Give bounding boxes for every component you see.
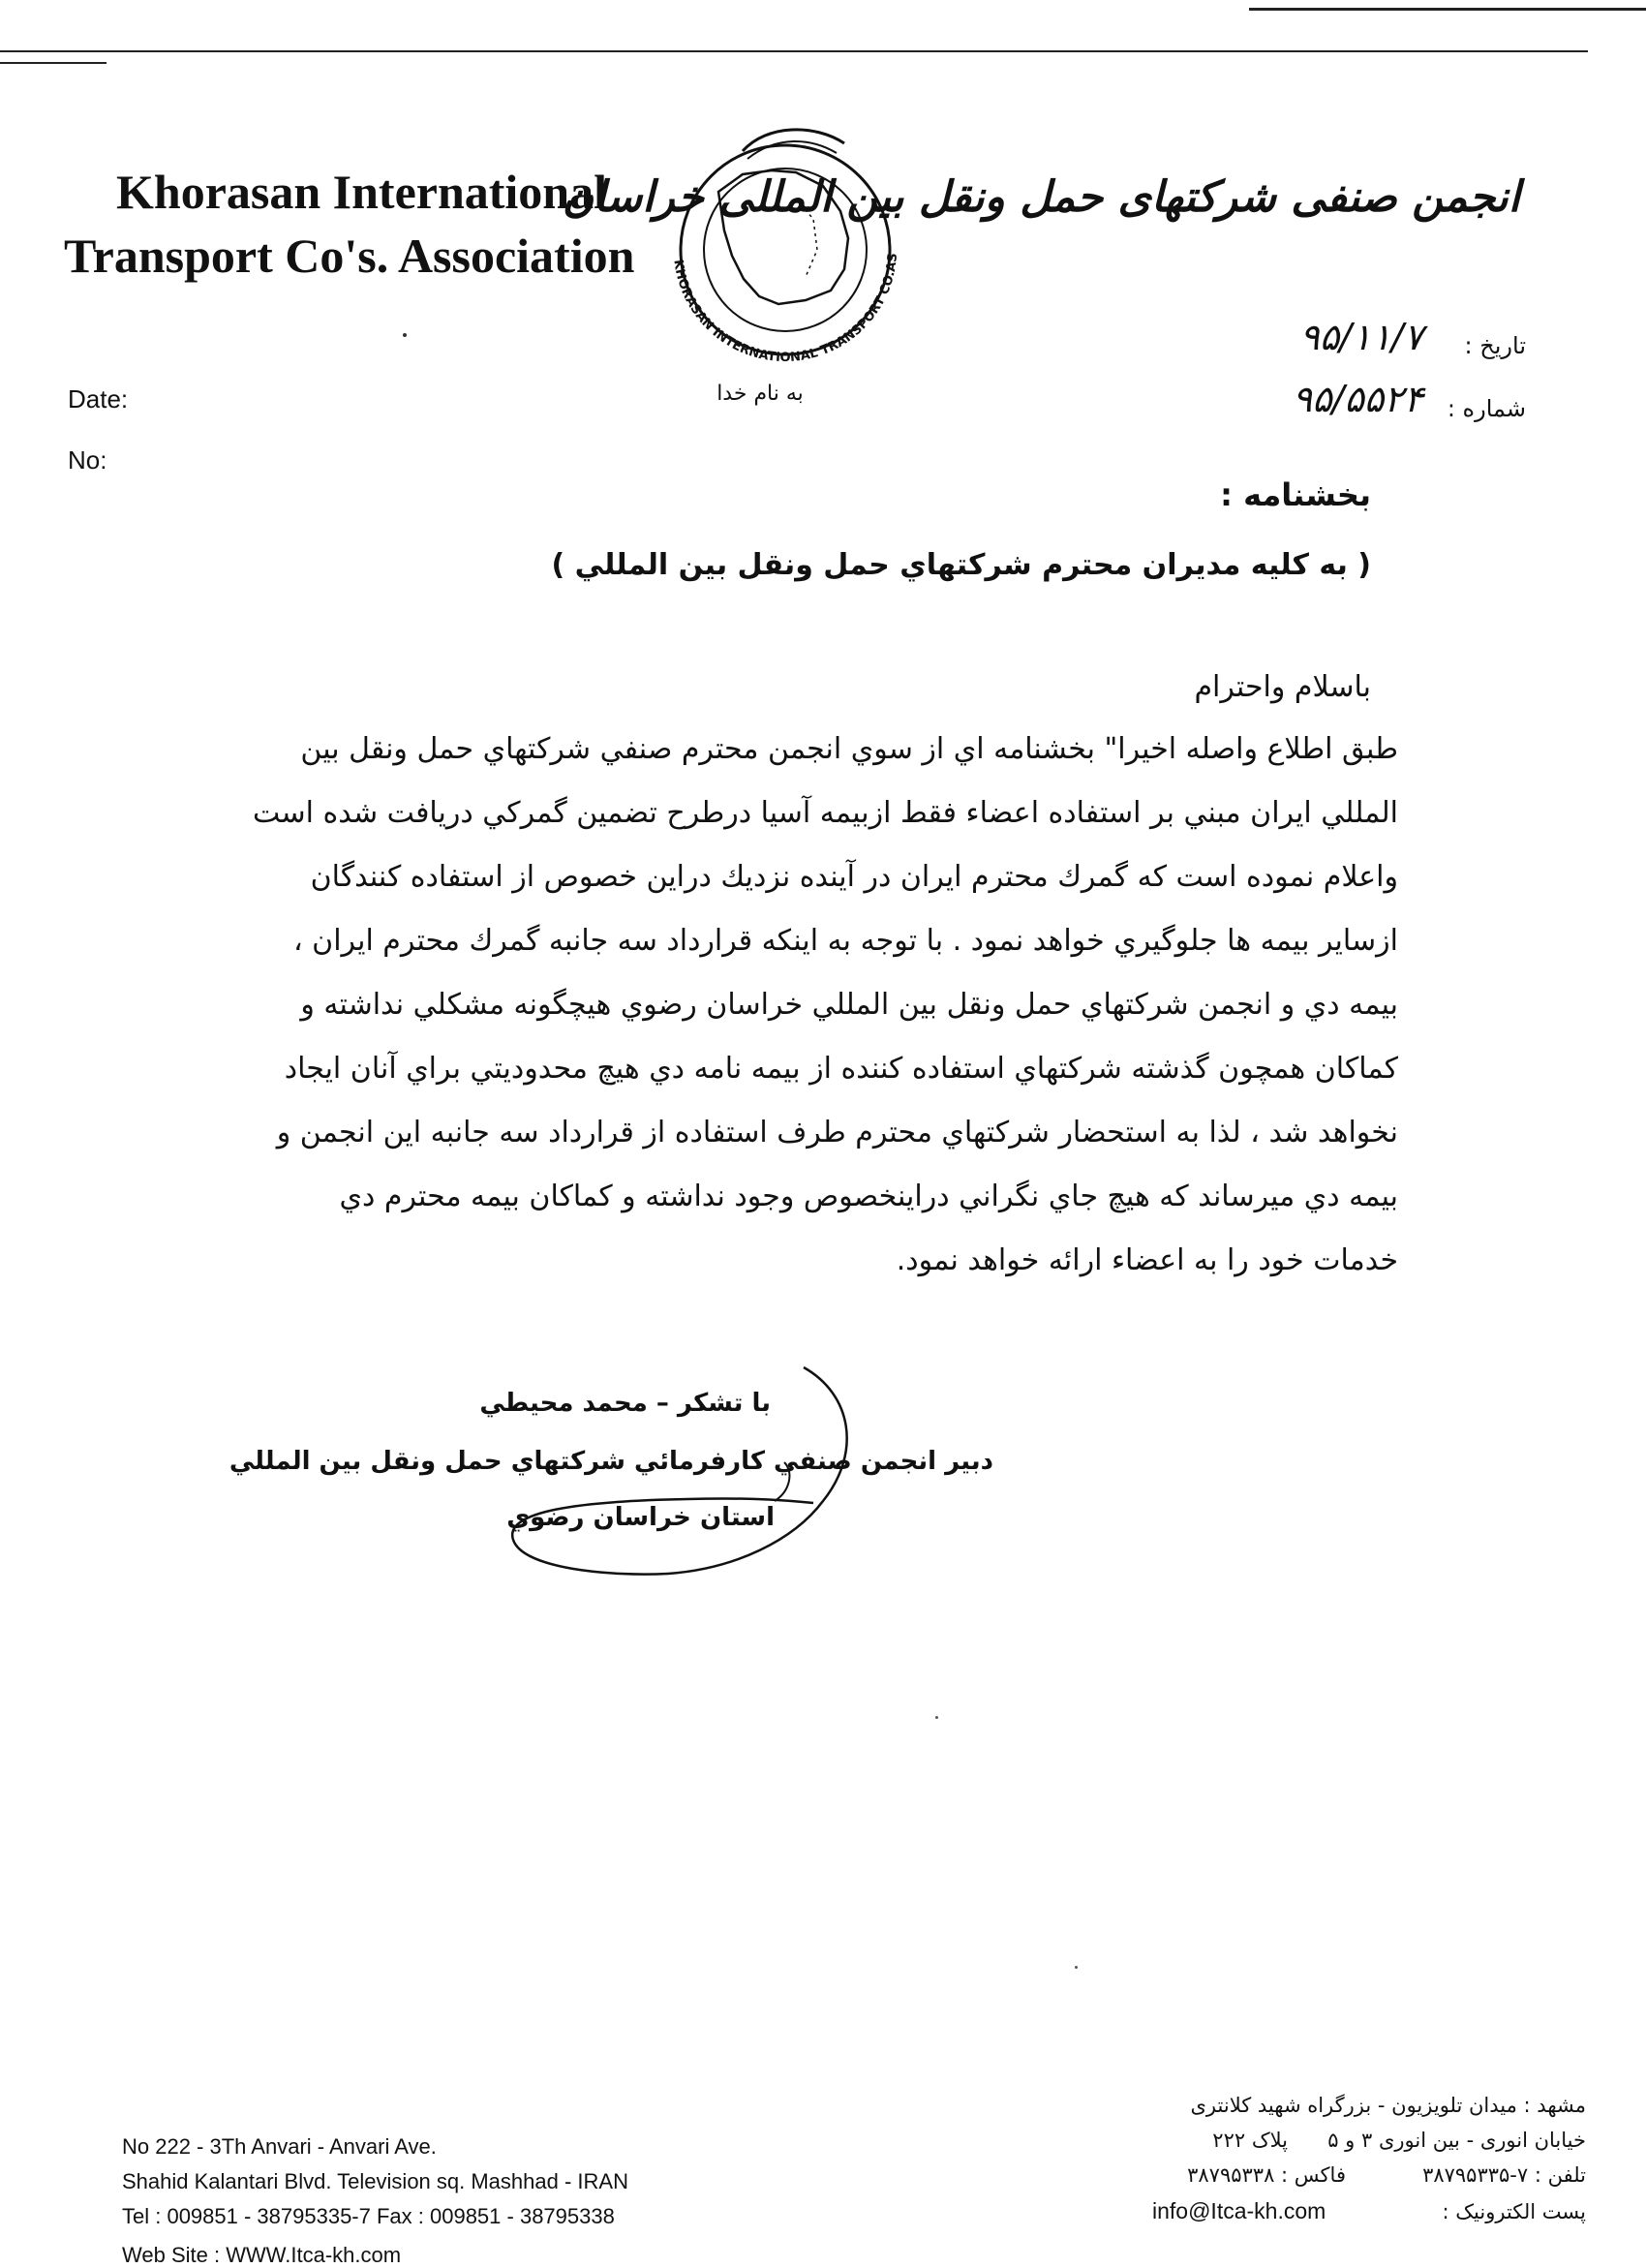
footer-phone-fa: تلفن : ۷-۳۸۷۹۵۳۳۵ [1422, 2163, 1586, 2187]
seal-map-icon [651, 114, 920, 376]
body-line: خدمات خود را به اعضاء ارائه خواهد نمود. [896, 1243, 1398, 1277]
letter-heading: بخشنامه : [1220, 476, 1371, 513]
footer-email-label-fa: پست الکترونیک : [1442, 2200, 1586, 2223]
body-line: ازساير بيمه ها جلوگيري خواهد نمود . با توجه به اينكه قرارداد سه جانبه گمرك محترم ايران ، [292, 924, 1398, 958]
footer-address-fa-line2: خیابان انوری - بین انوری ۳ و ۵ [1327, 2129, 1586, 2152]
body-line: واعلام نموده است كه گمرك محترم ايران در آينده نزديك دراين خصوص از استفاده كنندگان [310, 860, 1398, 894]
footer-email[interactable]: info@Itca-kh.com [1152, 2198, 1326, 2223]
org-name-en-line2: Transport Co's. Association [64, 229, 635, 283]
top-rule-short [0, 62, 107, 64]
footer-contact-en: Tel : 009851 - 38795335-7 Fax : 009851 - 38795338 [122, 2204, 615, 2228]
org-name-fa: انجمن صنفی شرکتهای حمل ونقل بین المللی خراسان [562, 172, 1520, 222]
date-value: ۹۵/۱۱/۷ [1299, 316, 1423, 358]
body-line: نخواهد شد ، لذا به استحضار شركتهاي محترم طرف استفاده از قرارداد سه جانبه اين انجمن و [276, 1116, 1398, 1149]
footer-address-en-line1: No 222 - 3Th Anvari - Anvari Ave. [122, 2134, 437, 2159]
closing: با تشكر – محمد محيطي [479, 1389, 771, 1418]
basmala: به نام خدا [716, 382, 804, 406]
footer-address-en-line2: Shahid Kalantari Blvd. Television sq. Mashhad - IRAN [122, 2169, 628, 2193]
footer-fax-fa: فاکس : ۳۸۷۹۵۳۳۸ [1187, 2163, 1346, 2187]
org-name-en-line1: Khorasan International [116, 165, 608, 219]
body-line: بيمه دي و انجمن شركتهاي حمل ونقل بين المللي خراسان رضوي هيچگونه مشكلي نداشته و [300, 988, 1398, 1022]
scan-dot [935, 1716, 938, 1719]
letter-recipient: ( به كليه مديران محترم شركتهاي حمل ونقل بين المللي ) [551, 548, 1371, 582]
association-seal [651, 114, 920, 376]
top-rule-right [1249, 8, 1646, 11]
number-label-fa: شماره : [1447, 395, 1526, 422]
body-line: طبق اطلاع واصله اخيرا" بخشنامه اي از سوي انجمن محترم صنفي شركتهاي حمل ونقل بين [300, 732, 1398, 766]
date-label-en: Date: [68, 384, 129, 414]
signer-title-line2: استان خراسان رضوي [506, 1503, 775, 1532]
footer-website-en: Web Site : WWW.Itca-kh.com [122, 2243, 402, 2267]
body-line: المللي ايران مبني بر استفاده اعضاء فقط ازبيمه آسيا درطرح تضمين گمركي دريافت شده است [253, 796, 1398, 830]
footer-plate-fa: پلاک ۲۲۲ [1212, 2129, 1288, 2152]
signer-title-line1: دبير انجمن صنفي كارفرمائي شركتهاي حمل ونقل بين المللي [229, 1447, 993, 1476]
scan-dot [1075, 1966, 1078, 1969]
top-rule-left [0, 50, 1588, 52]
number-value: ۹۵/۵۵۲۴ [1292, 378, 1423, 420]
body-line: بيمه دي ميرساند كه هيچ جاي نگراني دراينخصوص وجود نداشته و كماكان بيمه محترم دي [339, 1180, 1398, 1213]
scan-dot [403, 333, 407, 337]
body-line: كماكان همچون گذشته شركتهاي استفاده كننده از بيمه نامه دي هيچ محدوديتي براي آنان ايجاد [284, 1052, 1398, 1086]
date-label-fa: تاریخ : [1464, 332, 1526, 359]
no-label-en: No: [68, 445, 107, 475]
salutation: باسلام واحترام [1194, 670, 1371, 704]
footer-address-fa-line1: مشهد : میدان تلویزیون - بزرگراه شهید کلانتری [1190, 2094, 1586, 2117]
svg-text:KHORASAN INTERNATIONAL TRANSPO: KHORASAN INTERNATIONAL TRANSPORT CO.AS [670, 253, 900, 366]
